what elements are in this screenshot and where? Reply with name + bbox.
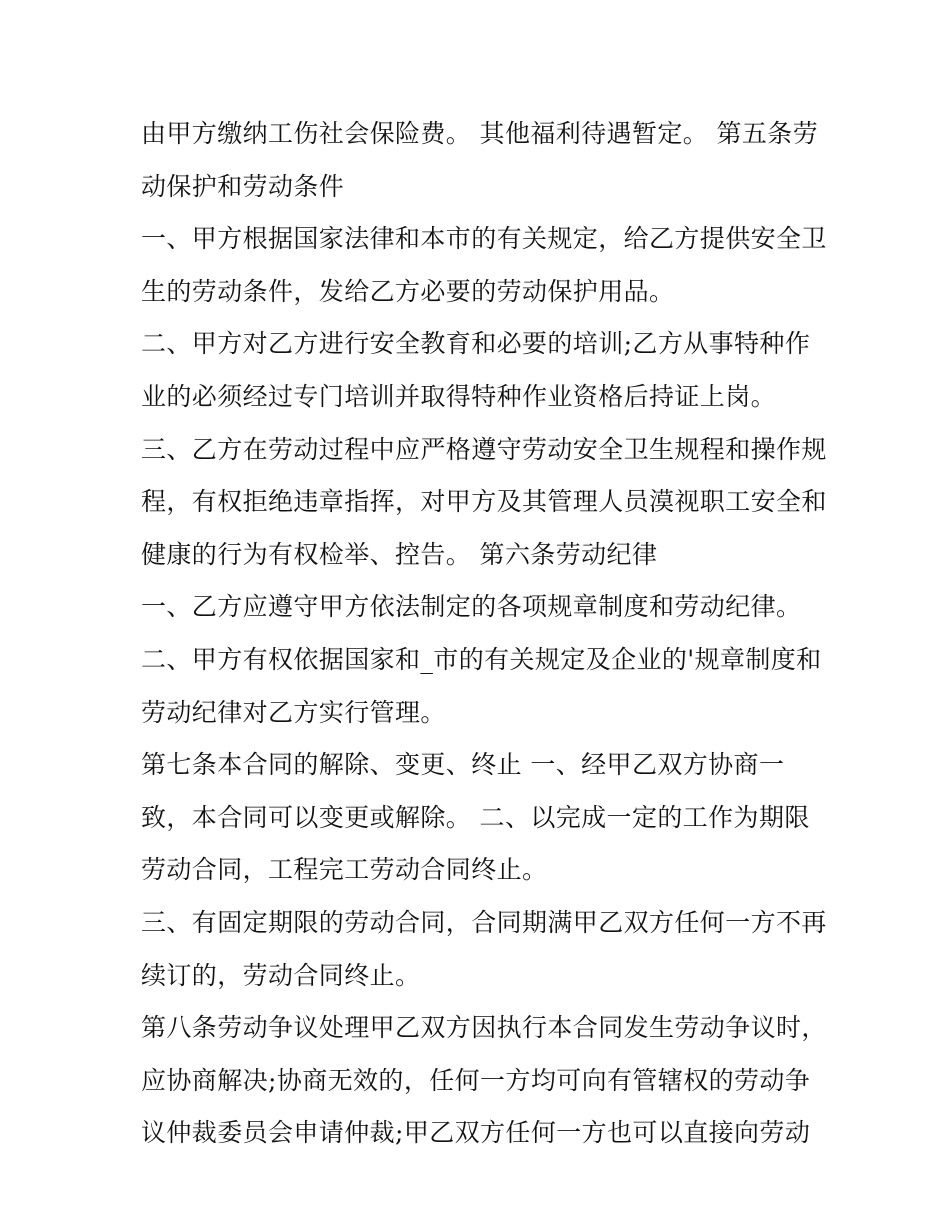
- text-line: 生的劳动条件，发给乙方必要的劳动保护用品。: [141, 276, 675, 306]
- text-line: 三、乙方在劳动过程中应严格遵守劳动安全卫生规程和操作规: [141, 434, 827, 464]
- text-line: 劳动纪律对乙方实行管理。: [141, 697, 446, 727]
- text-line: 由甲方缴纳工伤社会保险费。 其他福利待遇暂定。 第五条劳: [141, 119, 819, 148]
- text-line: 续订的，劳动合同终止。: [141, 960, 421, 990]
- text-line: 致，本合同可以变更或解除。 二、以完成一定的工作为期限: [141, 802, 810, 832]
- text-line: 业的必须经过专门培训并取得特种作业资格后持证上岗。: [141, 381, 777, 411]
- text-line: 劳动合同，工程完工劳动合同终止。: [141, 855, 548, 885]
- text-line: 第八条劳动争议处理甲乙双方因执行本合同发生劳动争议时，: [141, 1013, 827, 1043]
- text-line: 程，有权拒绝违章指挥，对甲方及其管理人员漠视职工安全和: [141, 487, 827, 517]
- text-line: 二、甲方有权依据国家和_市的有关规定及企业的'规章制度和: [141, 644, 822, 674]
- text-line: 一、乙方应遵守甲方依法制定的各项规章制度和劳动纪律。: [141, 592, 802, 622]
- text-line: 第七条本合同的解除、变更、终止 一、经甲乙双方协商一: [141, 750, 785, 780]
- document-body: [141, 108, 827, 1160]
- text-line: 健康的行为有权检举、控告。 第六条劳动纪律: [141, 539, 658, 569]
- text-line: 议仲裁委员会申请仲裁;甲乙双方任何一方也可以直接向劳动: [141, 1118, 811, 1148]
- text-line: 一、甲方根据国家法律和本市的有关规定，给乙方提供安全卫: [141, 224, 827, 254]
- text-line: 二、甲方对乙方进行安全教育和必要的培训;乙方从事特种作: [141, 329, 811, 359]
- text-line: 三、有固定期限的劳动合同，合同期满甲乙双方任何一方不再: [141, 907, 827, 937]
- text-line: 应协商解决;协商无效的，任何一方均可向有管辖权的劳动争: [141, 1065, 811, 1095]
- text-line: 动保护和劳动条件: [141, 171, 345, 201]
